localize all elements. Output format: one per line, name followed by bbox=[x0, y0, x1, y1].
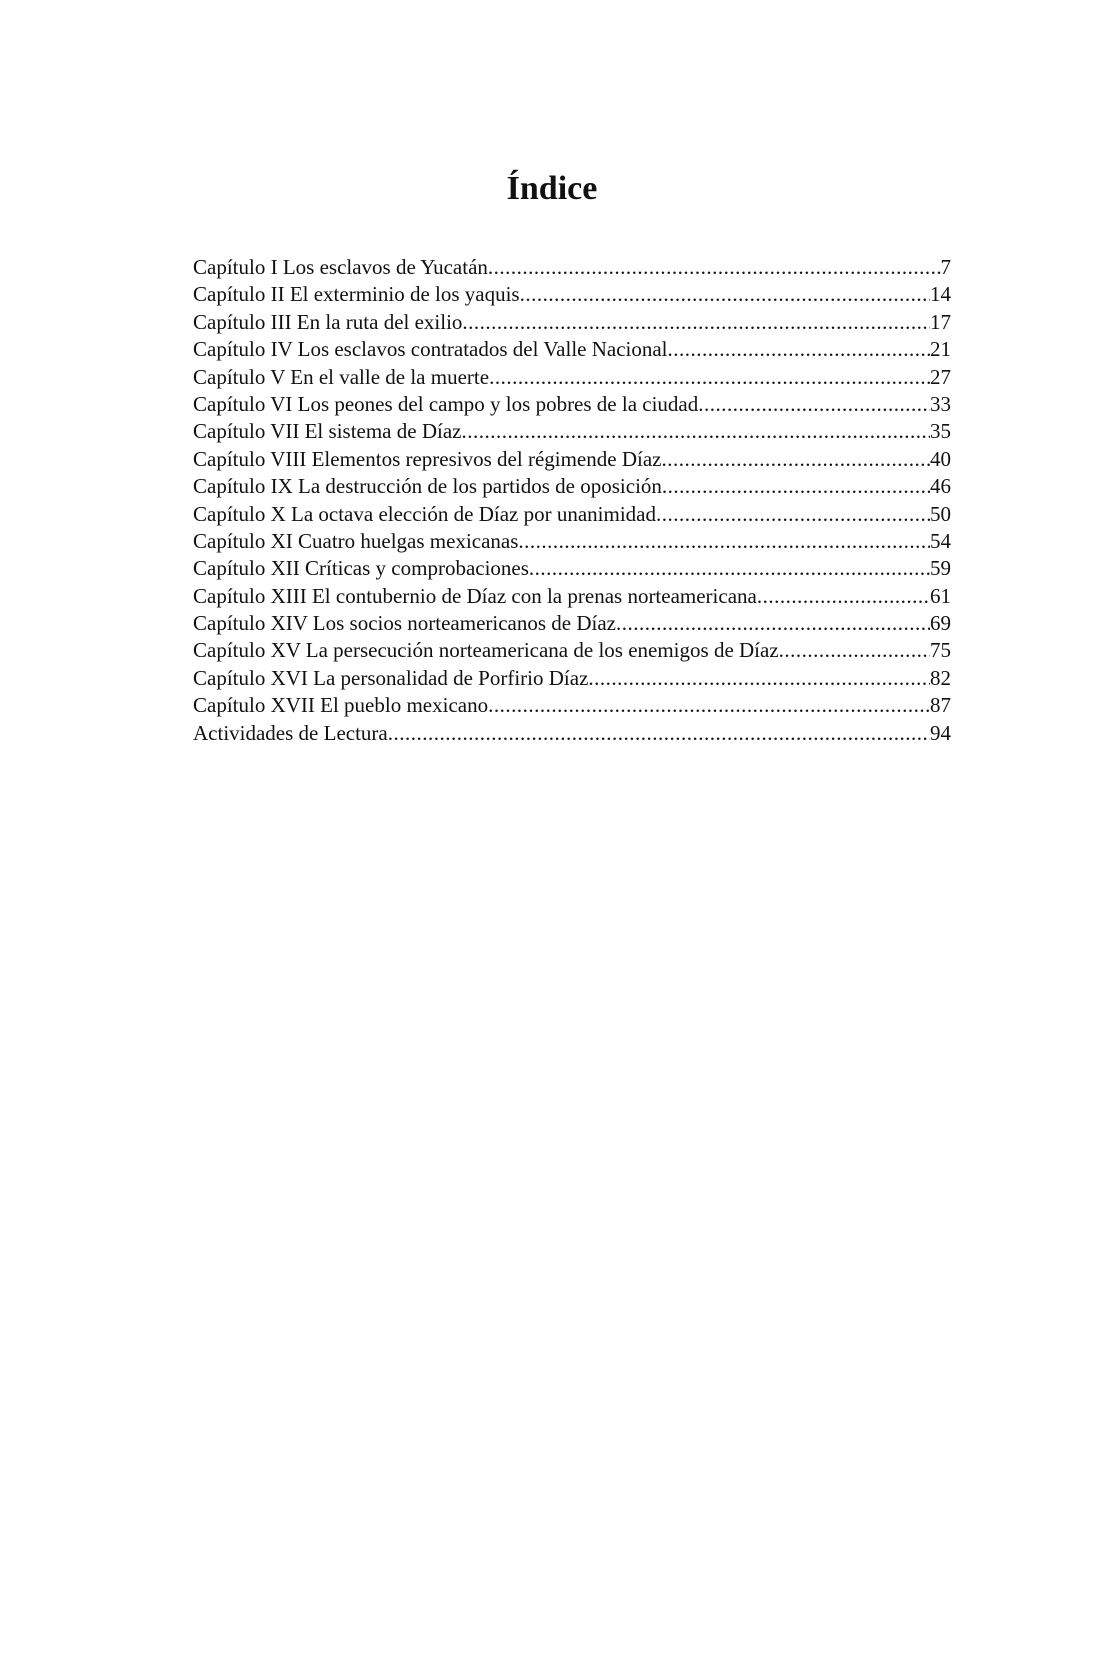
dot-leader bbox=[668, 336, 930, 363]
dot-leader bbox=[518, 528, 930, 555]
toc-entry-page: 69 bbox=[930, 611, 951, 636]
dot-leader bbox=[757, 583, 930, 610]
dot-leader bbox=[662, 473, 930, 500]
toc-entry-title: Capítulo XVI La personalidad de Porfirio Díaz bbox=[193, 665, 589, 690]
toc-entry[interactable] bbox=[193, 336, 951, 363]
toc-entry-title: Capítulo III En la ruta del exilio bbox=[193, 309, 463, 334]
toc-entry-title: Capítulo XIII El contubernio de Díaz con la prenas norteamericana bbox=[193, 583, 757, 608]
toc-entry-page: 59 bbox=[930, 556, 951, 581]
toc-entry-page: 54 bbox=[930, 528, 951, 553]
dot-leader bbox=[529, 555, 930, 582]
toc-entry-page: 50 bbox=[930, 501, 951, 526]
toc-entry-title: Capítulo VIII Elementos represivos del régimende Díaz bbox=[193, 446, 662, 471]
toc-entry-page: 61 bbox=[930, 583, 951, 608]
dot-leader bbox=[779, 637, 930, 664]
toc-entry[interactable] bbox=[193, 637, 951, 664]
toc-entry[interactable] bbox=[193, 528, 951, 555]
toc-entry-page: 94 bbox=[930, 720, 951, 745]
toc-entry-title: Capítulo XVII El pueblo mexicano bbox=[193, 693, 489, 718]
dot-leader bbox=[461, 418, 930, 445]
toc-entry[interactable] bbox=[193, 473, 951, 500]
toc-entry-page: 46 bbox=[930, 474, 951, 499]
dot-leader bbox=[520, 281, 930, 308]
toc-entry[interactable] bbox=[193, 555, 951, 582]
toc-entry-title: Capítulo XI Cuatro huelgas mexicanas bbox=[193, 528, 519, 553]
toc-entry[interactable] bbox=[193, 254, 951, 281]
table-of-contents bbox=[193, 254, 951, 747]
dot-leader bbox=[488, 254, 941, 281]
toc-entry[interactable] bbox=[193, 720, 951, 747]
page-title: Índice bbox=[506, 170, 598, 207]
toc-entry[interactable] bbox=[193, 665, 951, 692]
toc-entry[interactable] bbox=[193, 446, 951, 473]
toc-entry-page: 40 bbox=[930, 446, 951, 471]
dot-leader bbox=[698, 391, 930, 418]
toc-entry-page: 27 bbox=[930, 364, 951, 389]
toc-entry-page: 7 bbox=[940, 255, 951, 279]
toc-entry[interactable] bbox=[193, 364, 951, 391]
dot-leader bbox=[656, 501, 930, 528]
toc-entry-page: 14 bbox=[930, 282, 951, 307]
toc-entry-title: Capítulo XII Críticas y comprobaciones bbox=[193, 556, 529, 581]
toc-entry-title: Capítulo XV La persecución norteamericana de los enemigos de Díaz bbox=[193, 638, 779, 663]
toc-entry-title: Capítulo X La octava elección de Díaz por unanimidad bbox=[193, 501, 656, 526]
toc-entry[interactable] bbox=[193, 418, 951, 445]
dot-leader bbox=[488, 692, 930, 719]
toc-entry-title: Actividades de Lectura bbox=[193, 720, 388, 745]
toc-entry-page: 17 bbox=[930, 309, 951, 334]
dot-leader bbox=[588, 665, 930, 692]
toc-entry-title: Capítulo XIV Los socios norteamericanos de Díaz bbox=[193, 611, 617, 636]
dot-leader bbox=[388, 720, 930, 747]
dot-leader bbox=[489, 364, 930, 391]
toc-entry-title: Capítulo IX La destrucción de los partidos de oposición bbox=[193, 474, 662, 499]
dot-leader bbox=[616, 610, 930, 637]
toc-entry-page: 75 bbox=[930, 638, 951, 663]
toc-entry-title: Capítulo II El exterminio de los yaquis bbox=[193, 282, 520, 307]
dot-leader bbox=[661, 446, 930, 473]
toc-entry-title: Capítulo I Los esclavos de Yucatán bbox=[193, 255, 488, 279]
toc-entry-title: Capítulo V En el valle de la muerte bbox=[193, 364, 490, 389]
toc-entry[interactable] bbox=[193, 610, 951, 637]
toc-entry-page: 33 bbox=[930, 391, 951, 416]
toc-entry-title: Capítulo VII El sistema de Díaz bbox=[193, 419, 462, 444]
toc-entry-title: Capítulo VI Los peones del campo y los pobres de la ciudad bbox=[193, 391, 699, 416]
dot-leader bbox=[462, 309, 930, 336]
toc-entry-title: Capítulo IV Los esclavos contratados del Valle Nacional bbox=[193, 337, 668, 362]
toc-entry[interactable] bbox=[193, 281, 951, 308]
toc-entry[interactable] bbox=[193, 309, 951, 336]
toc-entry-page: 21 bbox=[930, 337, 951, 362]
toc-entry[interactable] bbox=[193, 583, 951, 610]
toc-entry-page: 82 bbox=[930, 665, 951, 690]
toc-entry-page: 87 bbox=[930, 693, 951, 718]
toc-entry[interactable] bbox=[193, 692, 951, 719]
toc-entry-page: 35 bbox=[930, 419, 951, 444]
toc-entry[interactable] bbox=[193, 501, 951, 528]
toc-entry[interactable] bbox=[193, 391, 951, 418]
